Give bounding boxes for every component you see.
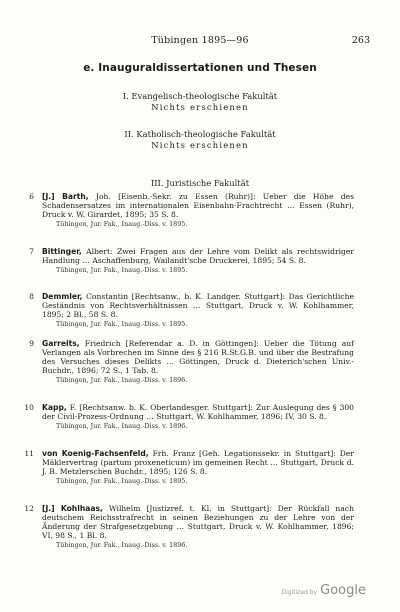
- faculty-title: II. Katholisch-theologische Fakultät: [124, 129, 276, 139]
- entry-text: Friedrich [Referendar a. D. in Göttingen]: Ueber die Tötung auf Verlangen als Vorbrechen im Sinne des § 216 R.St.G.B. und über die Bestrafung des Versuches dieses Delikts … Göttingen, Druck d. Dieterich'schen Univ.-Buchdr., 1896; 72 S., 1 Tab. 8.: [42, 339, 354, 375]
- watermark-prefix: Digitized by: [281, 589, 318, 596]
- faculty-heading-law: [0, 178, 400, 189]
- entry-location: Tübingen, Jur. Fak., Inaug.-Diss. v. 1895.: [56, 265, 188, 274]
- faculty-note: Nichts erschienen: [151, 140, 249, 150]
- section-title: e. Inauguraldissertationen und Thesen: [83, 62, 317, 74]
- entry-location: Tübingen, Jur. Fak., Inaug.-Diss. v. 1895.: [56, 476, 188, 485]
- entry-number: 9: [29, 339, 34, 348]
- list-item: [29, 192, 355, 228]
- list-item: [24, 504, 354, 549]
- entry-location: Tübingen, Jur. Fak., Inaug.-Diss. v. 1896.: [56, 421, 188, 430]
- faculty-heading-evangelical: [0, 91, 400, 113]
- entry-number: 11: [24, 449, 34, 458]
- entry-text: F. [Rechtsanw. b. K. Oberlandesger. Stuttgart]: Zur Auslegung des § 300 der Civil-Prozess-Ordnung … Stuttgart, W. Kohlhammer, 1896; IV, 30 S. 8.: [42, 403, 354, 421]
- list-item: [29, 339, 354, 384]
- list-item: [24, 449, 354, 485]
- watermark-brand: Google: [320, 583, 366, 598]
- entry-author: Demmler,: [42, 292, 83, 301]
- entry-author: Kapp,: [42, 403, 67, 412]
- page-number: 263: [351, 35, 370, 46]
- entry-text: Albert: Zwei Fragen aus der Lehre vom Delikt als rechtswidriger Handlung … Aschaffenburg, Wailandt'sche Druckerei, 1895; 54 S. 8.: [42, 247, 354, 265]
- entry-author: Bittinger,: [42, 247, 82, 256]
- entry-author: Garreits,: [42, 339, 80, 348]
- entry-author: von Koenig-Fachsenfeld,: [42, 449, 149, 458]
- list-item: [29, 247, 354, 274]
- entry-text: Wilhelm [Justizref. t. Kl. in Stuttgart]: Der Rückfall nach deutschem Reichsstrafrecht in seinen Beziehungen zu der Lehre von der Änderung der Strafgesetzgebung … Stuttgart, Druck v. W. Kohlhammer, 1896; VI, 98 S., 1 Bl. 8.: [42, 504, 354, 540]
- entry-text: Constantin [Rechtsanw., b. K. Landger. Stuttgart]: Das Gerichtliche Geständnis von Rechtsverhältnissen … Stuttgart, Druck v. W. Kohlhammer, 1895; 2 Bl., 58 S. 8.: [42, 292, 354, 319]
- faculty-heading-catholic: [0, 129, 400, 151]
- entry-number: 7: [29, 247, 34, 256]
- entry-location: Tübingen, Jur. Fak., Inaug.-Diss. v. 1895.: [56, 219, 188, 228]
- entry-number: 12: [24, 504, 34, 513]
- entry-number: 8: [29, 292, 34, 301]
- entry-author: [J.] Kohlhaas,: [42, 504, 103, 513]
- entry-author: [J.] Barth,: [42, 192, 89, 201]
- entry-text: Joh. [Eisenb.-Sekr. zu Essen (Ruhr)]: Ueber die Höhe des Schadensersatzes im internationalen Eisenbahn-Frachtrecht … Essen (Ruhr), Druck v. W. Girardet, 1895; 35 S. 8.: [42, 192, 355, 219]
- entry-text: Frh. Franz [Geh. Legationssekr. in Stuttgart]: Der Mäklervertrag (partum proxeneticum) im gemeinen Recht … Stuttgart, Druck d. J. B. Metzlerschen Buchdr., 1895; 126 S. 8.: [42, 449, 354, 476]
- faculty-title: I. Evangelisch-theologische Fakultät: [122, 91, 278, 101]
- google-watermark: [281, 583, 366, 598]
- faculty-note: Nichts erschienen: [151, 102, 249, 112]
- list-item: [29, 292, 354, 328]
- faculty-title: III. Juristische Fakultät: [150, 178, 250, 188]
- entry-number: 6: [29, 192, 34, 201]
- entry-location: Tübingen, Jur. Fak., Inaug.-Diss. v. 1895.: [56, 319, 188, 328]
- entry-location: Tübingen, Jur. Fak., Inaug.-Diss. v. 1896.: [56, 540, 188, 549]
- entry-number: 10: [24, 403, 34, 412]
- running-head-title: Tübingen 1895—96: [151, 35, 249, 46]
- list-item: [24, 403, 354, 430]
- entry-location: Tübingen, Jur. Fak., Inaug.-Diss. v. 1896.: [56, 375, 188, 384]
